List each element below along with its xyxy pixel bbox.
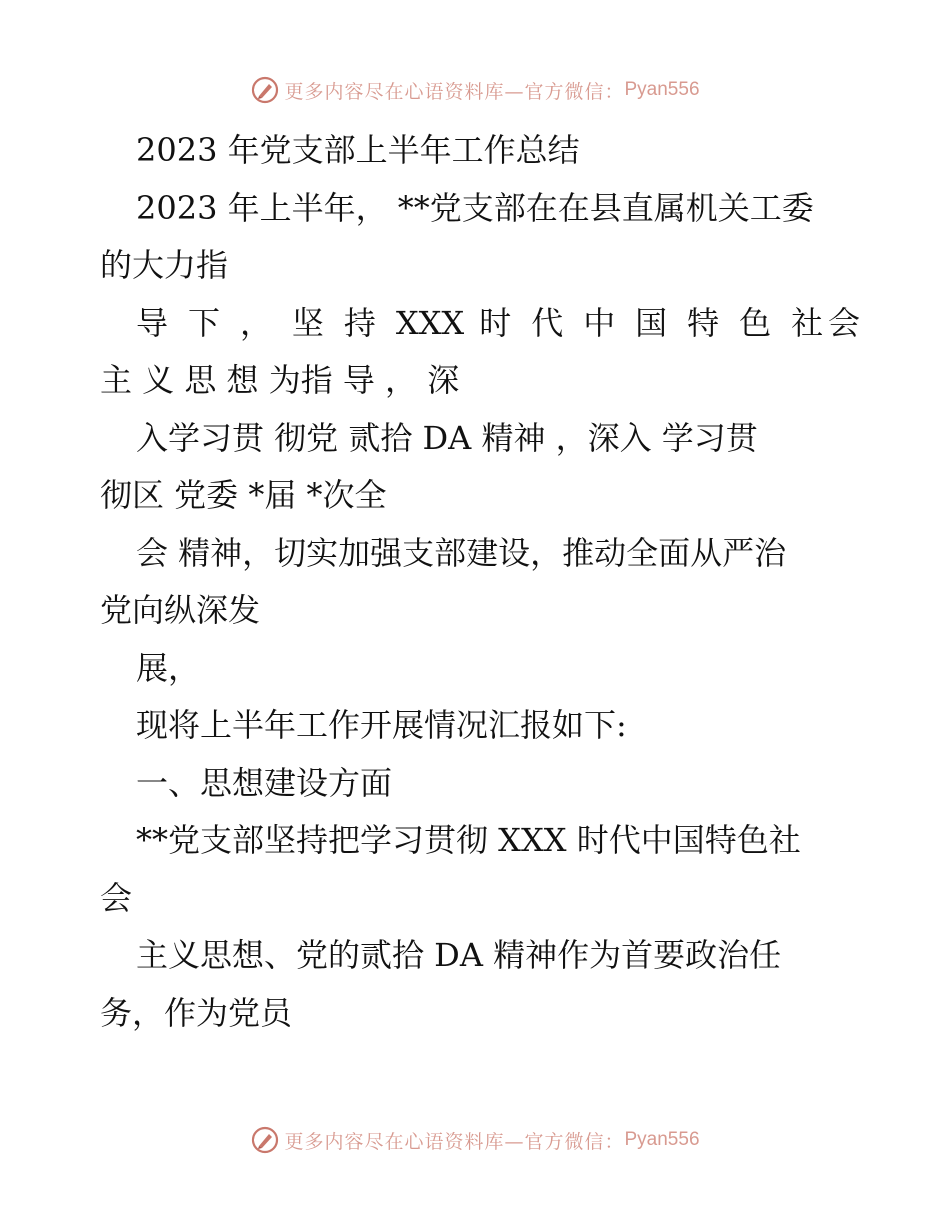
- doc-line: 会 精神，切实加强支部建设，推动全面从严治: [136, 533, 787, 572]
- doc-line: 现将上半年工作开展情况汇报如下:: [136, 706, 627, 744]
- doc-line: 党向纵深发: [100, 591, 261, 629]
- watermark-wechat-id: Pyan556: [624, 79, 700, 100]
- doc-line: 的大力指: [100, 246, 229, 284]
- watermark-wechat-id: Pyan556: [624, 1129, 700, 1150]
- doc-line: 2023 年上半年， **党支部在在县直属机关工委: [136, 188, 814, 227]
- doc-line: 主 义 思 想 为指 导 ， 深: [100, 361, 460, 399]
- watermark-header: [0, 70, 950, 110]
- doc-title: 2023 年党支部上半年工作总结: [136, 131, 580, 169]
- doc-line: 会: [100, 878, 133, 917]
- doc-line: 务，作为党员: [100, 993, 293, 1032]
- watermark-text: 更多内容尽在心语资料库—官方微信：: [284, 80, 625, 103]
- doc-line: 彻区 党委 *届 *次全: [100, 476, 387, 514]
- doc-line: 展，: [136, 648, 201, 687]
- doc-line: **党支部坚持把学习贯彻 XXX 时代中国特色社: [136, 821, 801, 859]
- pen-logo-icon: [250, 75, 280, 105]
- doc-line: 导 下 ， 坚 持 XXX 时 代 中 国 特 色 社会: [136, 303, 860, 342]
- watermark-text: 更多内容尽在心语资料库—官方微信：: [284, 1130, 625, 1153]
- doc-line: 主义思想、党的贰拾 DA 精神作为首要政治任: [136, 936, 782, 974]
- section-heading: 一、思想建设方面: [136, 763, 393, 802]
- watermark-footer: [0, 1120, 950, 1160]
- document-body: [100, 122, 860, 1042]
- pen-logo-icon: [250, 1125, 280, 1155]
- doc-line: 入学习贯 彻党 贰拾 DA 精神 ，深入 学习贯: [136, 418, 758, 457]
